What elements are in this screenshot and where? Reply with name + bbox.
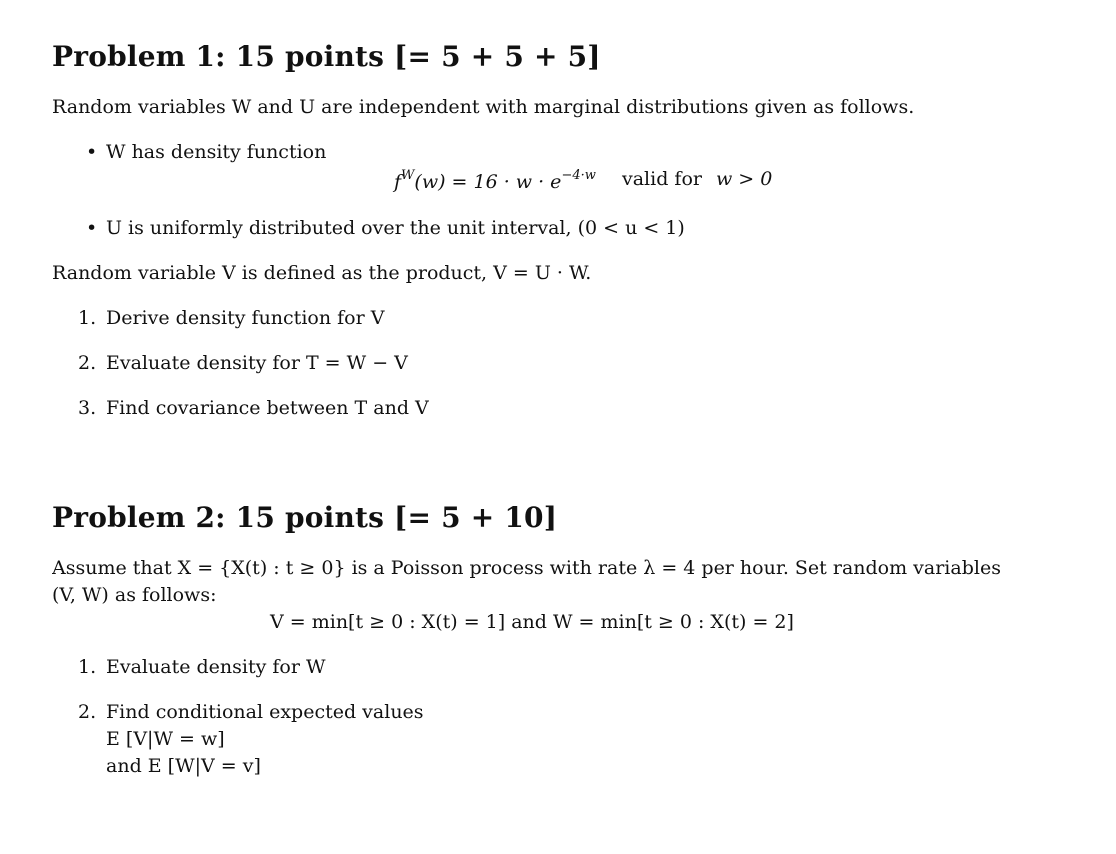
problem-1-definition: Random variable V is defined as the product, V = U · W. bbox=[52, 262, 592, 284]
formula-body: (w) = 16 · w · e bbox=[414, 171, 562, 193]
formula-f: f bbox=[394, 171, 402, 193]
problem-1-heading: Problem 1: 15 points [= 5 + 5 + 5] bbox=[52, 40, 601, 73]
valid-condition: w > 0 bbox=[716, 168, 773, 190]
valid-for-text: valid for bbox=[622, 168, 702, 190]
list-item-number: 1. bbox=[78, 307, 97, 329]
problem-1-intro: Random variables W and U are independent with marginal distributions given as follows. bbox=[52, 96, 915, 118]
list-item-number: 1. bbox=[78, 656, 97, 678]
list-item: Evaluate density for T = W − V bbox=[106, 352, 408, 374]
list-item: Find covariance between T and V bbox=[106, 397, 429, 419]
problem-2-intro-line-1: Assume that X = {X(t) : t ≥ 0} is a Poisson process with rate λ = 4 per hour. Set random variables bbox=[52, 557, 1001, 579]
formula-superscript: W bbox=[401, 168, 415, 183]
density-formula bbox=[394, 168, 596, 193]
bullet-icon: • bbox=[86, 217, 98, 239]
problem-2-heading: Problem 2: 15 points [= 5 + 10] bbox=[52, 501, 558, 534]
problem-2-intro-line-2: (V, W) as follows: bbox=[52, 584, 217, 606]
bullet-2-text: U is uniformly distributed over the unit interval, (0 < u < 1) bbox=[106, 217, 685, 239]
bullet-icon: • bbox=[86, 141, 98, 163]
list-item-number: 2. bbox=[78, 701, 97, 723]
list-item-number: 3. bbox=[78, 397, 97, 419]
conditional-expectation-2: and E [W|V = v] bbox=[106, 755, 261, 777]
list-item: Derive density function for V bbox=[106, 307, 385, 329]
list-item: Evaluate density for W bbox=[106, 656, 326, 678]
list-item-number: 2. bbox=[78, 352, 97, 374]
formula-exponent: −4·w bbox=[561, 168, 596, 183]
conditional-expectation-1: E [V|W = w] bbox=[106, 728, 225, 750]
min-formula: V = min[t ≥ 0 : X(t) = 1] and W = min[t ≥ 0 : X(t) = 2] bbox=[270, 611, 794, 633]
list-item: Find conditional expected values bbox=[106, 701, 424, 723]
bullet-1-text: W has density function bbox=[106, 141, 327, 163]
